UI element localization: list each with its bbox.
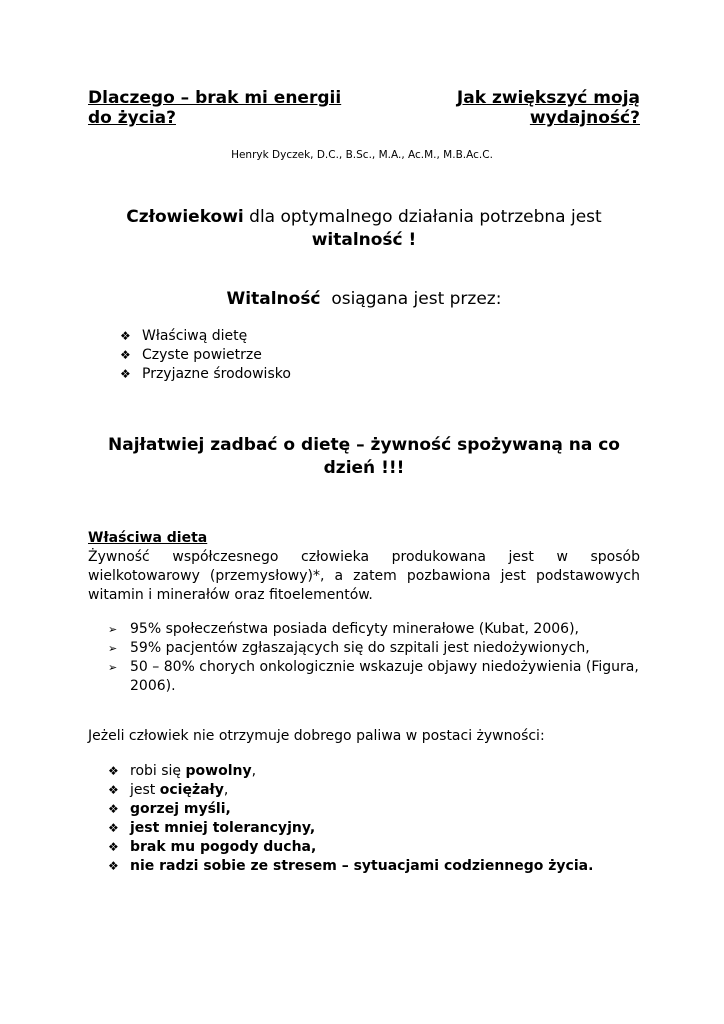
list-item: ➢ 50 – 80% chorych onkologicznie wskazuje objawy niedożywienia (Figura, 2006). <box>108 659 639 694</box>
consequences-list <box>108 762 593 876</box>
statistics-list <box>108 620 640 696</box>
list-item: ❖ Właściwą dietę <box>120 328 248 344</box>
vitality-statement <box>88 206 640 252</box>
list-item: ❖ Przyjazne środowisko <box>120 366 291 382</box>
header-left-title <box>88 88 341 128</box>
list-item: ❖ nie radzi sobie ze stresem – sytuacjami codziennego życia. <box>108 858 594 874</box>
vitality-statement-bold: Człowiekowi <box>126 207 244 227</box>
vitality-achieved-text: osiągana jest przez: <box>320 289 502 309</box>
vitality-achieved-bold: Witalność <box>226 289 321 309</box>
diet-emphasis-line2: dzień !!! <box>323 458 405 478</box>
diamond-bullet-icon: ❖ <box>108 802 119 816</box>
list-item: ❖ jest ociężały, <box>108 782 229 798</box>
author-line: Henryk Dyczek, D.C., B.Sc., M.A., Ac.M., M.B.Ac.C. <box>231 149 493 161</box>
list-item: ➢ 95% społeczeństwa posiada deficyty minerałowe (Kubat, 2006), <box>108 621 579 637</box>
arrow-bullet-icon: ➢ <box>108 642 118 655</box>
diamond-bullet-icon: ❖ <box>120 348 131 362</box>
arrow-bullet-icon: ➢ <box>108 623 118 636</box>
header-left-line2: do życia? <box>88 108 176 128</box>
header-right-line2: wydajność? <box>529 108 640 128</box>
list-item: ❖ robi się powolny, <box>108 763 257 779</box>
diamond-bullet-icon: ❖ <box>120 367 131 381</box>
diamond-bullet-icon: ❖ <box>108 821 119 835</box>
vitality-achieved-heading <box>88 288 640 311</box>
list-item: ❖ gorzej myśli, <box>108 801 231 817</box>
vitality-sources-list <box>120 327 291 384</box>
list-item: ❖ jest mniej tolerancyjny, <box>108 820 316 836</box>
diet-emphasis-line1: Najłatwiej zadbać o dietę – żywność spożywaną na co <box>108 435 620 455</box>
header-left-line1: Dlaczego – brak mi energii <box>88 88 342 108</box>
vitality-statement-bold2: witalność ! <box>311 230 417 250</box>
section-title: Właściwa dieta <box>88 530 208 546</box>
section-body: Żywność współczesnego człowieka produkowana jest w sposób wielkotowarowy (przemysłowy)*, a zatem pozbawiona jest podstawowych witamin i minerałów oraz fitoelementów. <box>88 549 640 603</box>
diamond-bullet-icon: ❖ <box>108 764 119 778</box>
arrow-bullet-icon: ➢ <box>108 661 118 674</box>
diamond-bullet-icon: ❖ <box>108 783 119 797</box>
header-right-line1: Jak zwiększyć moją <box>456 88 640 108</box>
consequences-intro: Jeżeli człowiek nie otrzymuje dobrego paliwa w postaci żywności: <box>88 728 545 744</box>
list-item: ❖ brak mu pogody ducha, <box>108 839 317 855</box>
diamond-bullet-icon: ❖ <box>108 840 119 854</box>
list-item: ❖ Czyste powietrze <box>120 347 262 363</box>
document-header <box>88 88 640 132</box>
diamond-bullet-icon: ❖ <box>120 329 131 343</box>
diamond-bullet-icon: ❖ <box>108 859 119 873</box>
vitality-statement-text: dla optymalnego działania potrzebna jest <box>243 207 602 227</box>
list-item: ➢ 59% pacjentów zgłaszających się do szpitali jest niedożywionych, <box>108 640 590 656</box>
header-right-title <box>457 88 640 128</box>
diet-emphasis-heading <box>88 434 640 480</box>
